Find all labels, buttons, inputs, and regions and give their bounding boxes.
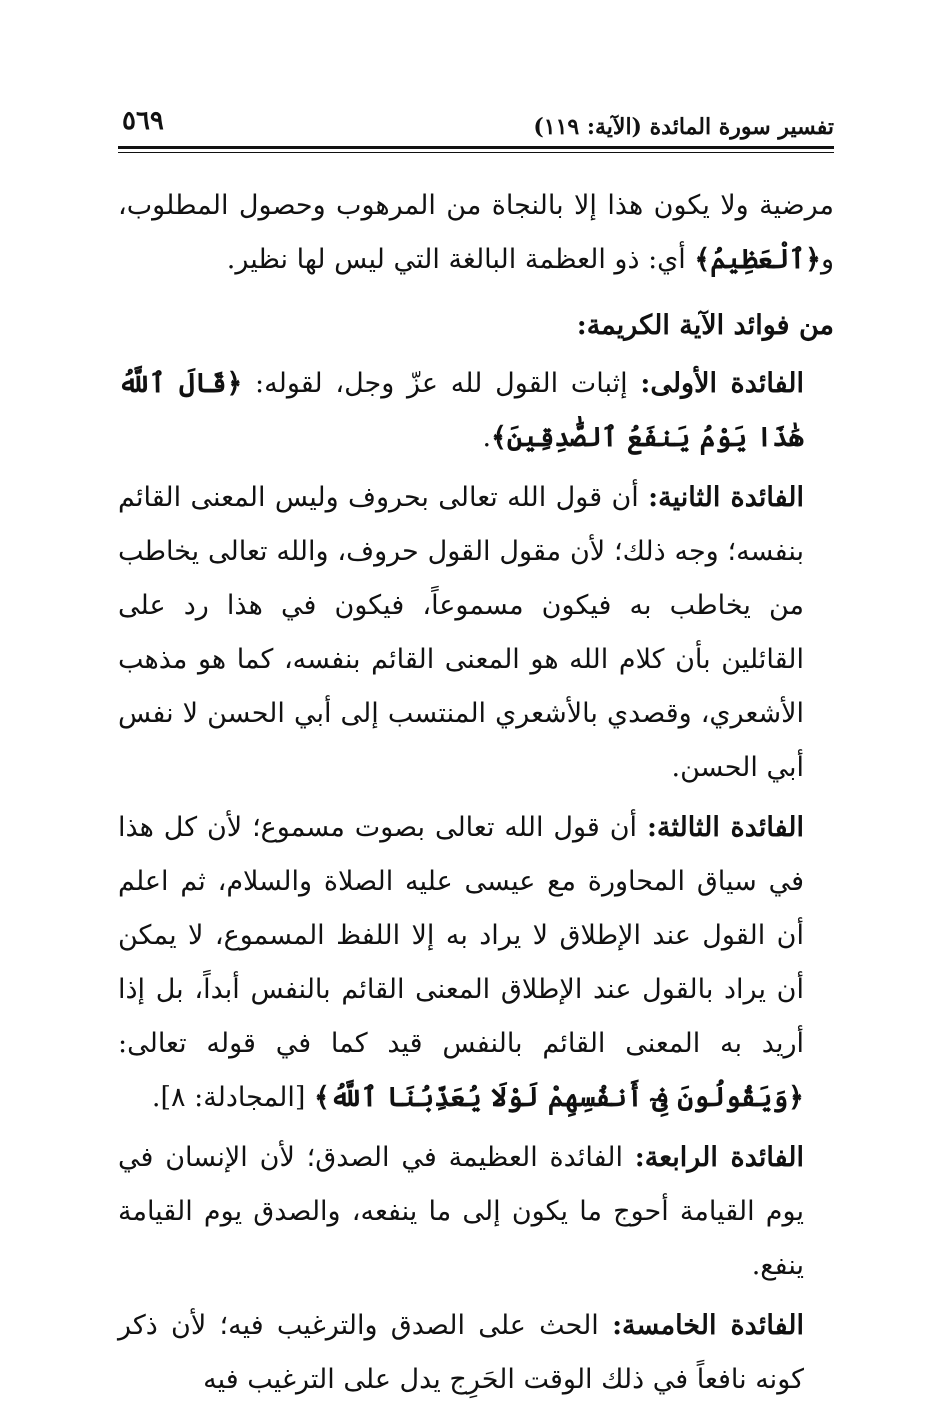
benefit-5-paragraph: [118, 1299, 834, 1407]
benefit-3-text-1: أن قول الله تعالى بصوت مسموع؛ لأن كل هذا في سياق المحاورة مع عيسى عليه الصلاة والسلام، ثم اعلم أن القول عند الإطلاق لا يراد به إلا اللفظ المسموع، لا يمكن أن يراد بالقول عند الإطلاق المعنى القائم بالنفس أبداً، بل إذا أريد به المعنى القائم بالنفس قيد كما في قوله تعالى:: [118, 812, 804, 1059]
book-page: [118, 100, 834, 1413]
intro-paragraph: [118, 179, 834, 287]
benefit-1-text-2: .: [482, 422, 492, 453]
quran-quote: ﴿وَيَقُولُونَ فِىٓ أَنفُسِهِمْ لَوْلَا يُعَذِّبُنَا ٱللَّهُ﴾: [314, 1082, 804, 1113]
benefit-5-text: الحث على الصدق والترغيب فيه؛ لأن ذكر كونه نافعاً في ذلك الوقت الحَرِج يدل على الترغيب فيه: [118, 1310, 804, 1395]
benefit-4-text: الفائدة العظيمة في الصدق؛ لأن الإنسان في يوم القيامة أحوج ما يكون إلى ما ينفعه، والصدق يوم القيامة ينفع.: [118, 1142, 804, 1281]
benefit-4-label: الفائدة الرابعة:: [634, 1142, 804, 1173]
benefit-3-text-2: [المجادلة: ٨].: [151, 1082, 315, 1113]
benefit-2-text: أن قول الله تعالى بحروف وليس المعنى القائم بنفسه؛ وجه ذلك؛ لأن مقول القول حروف، والله تعالى يخاطب من يخاطب به فيكون مسموعاً، فيكون في هذا رد على القائلين بأن كلام الله هو المعنى القائم بنفسه، كما هو مذهب الأشعري، وقصدي بالأشعري المنتسب إلى أبي الحسن لا نفس أبي الحسن.: [118, 482, 804, 783]
benefit-1-paragraph: [118, 357, 834, 465]
section-heading: من فوائد الآية الكريمة:: [576, 310, 834, 341]
benefit-3-label: الفائدة الثالثة:: [646, 812, 805, 843]
header-rule-thick: [118, 146, 834, 149]
quran-quote: ﴿ٱلْعَظِيمُ﴾: [694, 244, 821, 275]
body-text: [118, 179, 834, 1407]
benefit-2-label: الفائدة الثانية:: [648, 482, 804, 513]
benefit-3-paragraph: [118, 801, 834, 1125]
benefit-4-paragraph: [118, 1131, 834, 1293]
intro-text-2: أي: ذو العظمة البالغة التي ليس لها نظير.: [226, 244, 695, 275]
benefit-1-text-1: إثبات القول لله عزّ وجل، لقوله:: [242, 368, 641, 399]
running-header: [118, 100, 834, 146]
benefit-2-paragraph: [118, 471, 834, 795]
header-title: تفسير سورة المائدة (الآية: ١١٩): [533, 114, 834, 140]
quran-quote: ﴿قَالَ ٱللَّهُ هَٰذَا يَوْمُ يَنفَعُ ٱلصَّٰدِقِينَ﴾: [118, 368, 804, 453]
intro-text-1: مرضية ولا يكون هذا إلا بالنجاة من المرهوب وحصول المطلوب، و: [118, 190, 834, 275]
page-number: ٥٦٩: [122, 106, 164, 136]
benefit-1-label: الفائدة الأولى:: [640, 368, 804, 399]
header-rule-thin: [118, 152, 834, 153]
benefit-5-label: الفائدة الخامسة:: [612, 1310, 804, 1341]
